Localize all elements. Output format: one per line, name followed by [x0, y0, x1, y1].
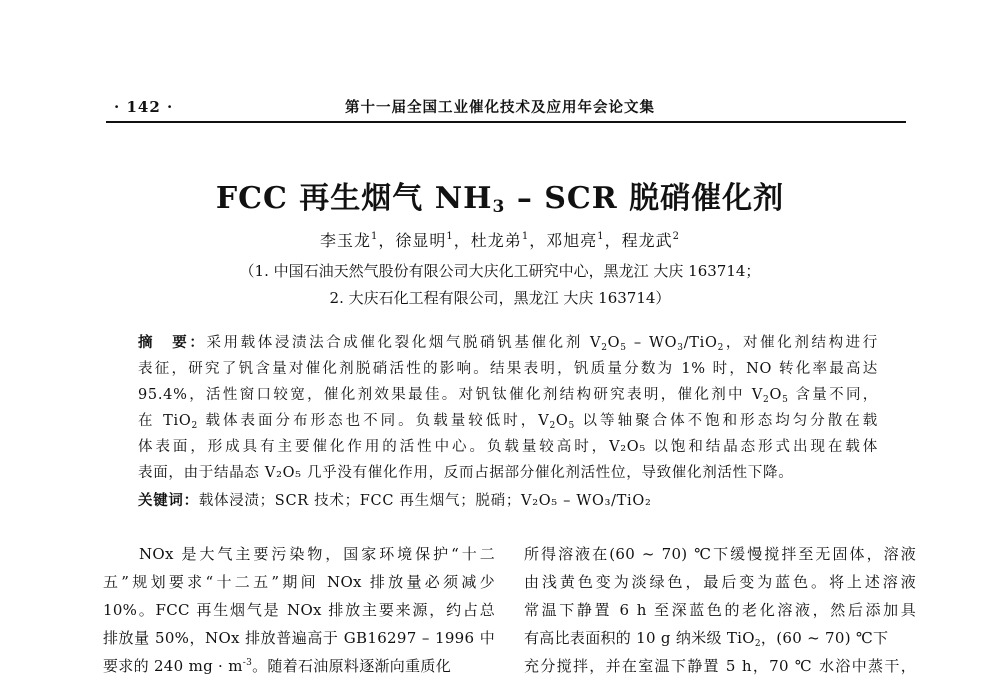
author-affiliation-mark: 1 [446, 231, 454, 242]
author-name: 程龙武 [621, 231, 673, 250]
body-text: ，(60 ~ 70) ℃下 [760, 629, 889, 647]
author-affiliation-mark: 1 [371, 231, 379, 242]
author-separator: ， [529, 231, 547, 250]
abstract-line-1 [138, 331, 878, 352]
running-title: 第十一届全国工业催化技术及应用年会论文集 [345, 99, 655, 116]
subscript: 2 [754, 639, 761, 649]
affiliation-line-1: （1. 中国石油天然气股份有限公司大庆化工研究中心，黑龙江 大庆 163714； [239, 262, 761, 280]
keywords-text: 载体浸渍；SCR 技术；FCC 再生烟气；脱硝；V₂O₅ – WO₃/TiO₂ [198, 493, 652, 509]
abstract-text: 以等轴聚合体不饱和形态均匀分散在载 [574, 413, 878, 429]
author-separator: ， [453, 231, 471, 250]
abstract-text: O [769, 387, 783, 403]
subscript: 5 [782, 395, 789, 405]
right-column-line [524, 627, 916, 648]
body-text: 。随着石油原料逐渐向重质化 [252, 657, 452, 675]
title-part-2: – SCR 脱硝催化剂 [505, 181, 785, 216]
abstract-text: 95.4%，活性窗口较宽，催化剂效果最佳。对钒钛催化剂结构研究表明，催化剂中 V [138, 387, 764, 403]
abstract-text: – WO [626, 335, 678, 351]
header-rule [106, 121, 906, 123]
subscript: 2 [717, 343, 725, 353]
left-column-line: NOx 是大气主要污染物，国家环境保护“十二 [139, 545, 495, 563]
subscript: 2 [191, 421, 198, 431]
author-separator: ， [604, 231, 622, 250]
author-name: 邓旭亮 [546, 231, 598, 250]
left-column-line [103, 655, 495, 676]
body-text: 要求的 240 mg · m [103, 657, 243, 675]
left-column-line: 10%。FCC 再生烟气是 NOx 排放主要来源，约占总 [103, 601, 495, 619]
abstract-text: 在 TiO [138, 413, 192, 429]
author-list [0, 228, 1000, 251]
abstract-text: 采用载体浸渍法合成催化裂化烟气脱硝钒基催化剂 V [206, 335, 602, 351]
subscript: 2 [601, 343, 608, 353]
subscript: 5 [568, 421, 575, 431]
abstract-text: 载体表面分布形态也不同。负载量较低时，V [197, 413, 550, 429]
subscript: 2 [549, 421, 556, 431]
right-column-line: 由浅黄色变为淡绿色，最后变为蓝色。将上述溶液 [524, 573, 916, 591]
title-part-1: FCC 再生烟气 NH [215, 181, 493, 216]
left-column-line: 排放量 50%，NOx 排放普遍高于 GB16297 – 1996 中 [103, 629, 495, 647]
affiliation-line-2: 2. 大庆石化工程有限公司，黑龙江 大庆 163714） [329, 289, 671, 307]
right-column-line: 充分搅拌，并在室温下静置 5 h，70 ℃ 水浴中蒸干， [524, 657, 916, 675]
abstract-line-3 [138, 383, 878, 404]
abstract-line-2: 表征，研究了钒含量对催化剂脱硝活性的影响。结果表明，钒质量分数为 1% 时，NO 转化率最高达 [138, 361, 878, 377]
author-name: 徐显明 [395, 231, 447, 250]
subscript: 2 [763, 395, 770, 405]
author-affiliation-mark: 2 [672, 231, 680, 242]
subscript: 3 [677, 343, 684, 353]
left-column-line: 五”规划要求“十二五”期间 NOx 排放量必须减少 [103, 573, 495, 591]
abstract-text: /TiO [683, 335, 718, 351]
paper-title [0, 173, 1000, 217]
right-column-line: 常温下静置 6 h 至深蓝色的老化溶液，然后添加具 [524, 601, 916, 619]
abstract-text: O [555, 413, 569, 429]
abstract-text: O [607, 335, 621, 351]
abstract-line-6: 表面，由于结晶态 V₂O₅ 几乎没有催化作用，反而占据部分催化剂活性位，导致催化剂活性下降。 [138, 465, 794, 481]
right-column-line: 所得溶液在(60 ~ 70) ℃下缓慢搅拌至无固体，溶液 [524, 545, 916, 563]
author-affiliation-mark: 1 [521, 231, 530, 242]
abstract-text: 含量不同， [788, 387, 879, 403]
author-name: 李玉龙 [319, 231, 371, 250]
author-separator: ， [378, 231, 396, 250]
abstract-line-5: 体表面，形成具有主要催化作用的活性中心。负载量较高时，V₂O₅ 以饱和结晶态形式出现在载体 [138, 439, 878, 455]
author-name: 杜龙弟 [470, 231, 522, 250]
abstract-line-4 [138, 409, 878, 430]
superscript: -3 [242, 658, 253, 668]
body-text: 有高比表面积的 10 g 纳米级 TiO [524, 629, 755, 647]
abstract-text: ，对催化剂结构进行 [724, 335, 878, 351]
keywords-label: 关键词： [138, 493, 199, 509]
keywords-line [138, 489, 878, 510]
abstract-label: 摘 要： [138, 335, 207, 351]
author-affiliation-mark: 1 [597, 231, 605, 242]
title-subscript: 3 [492, 197, 506, 217]
subscript: 5 [620, 343, 627, 353]
page-number: · 142 · [114, 98, 174, 116]
